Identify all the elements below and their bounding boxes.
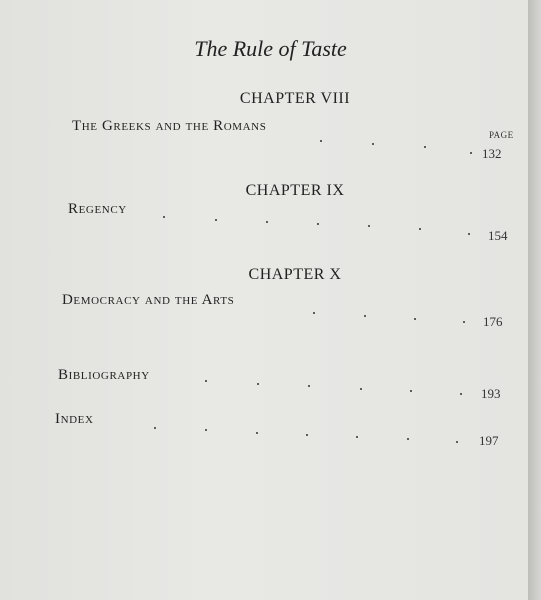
chapter-heading-9: CHAPTER IX [245,182,345,199]
page-column-label: PAGE [489,130,514,140]
toc-entry-page: 154 [488,228,508,243]
toc-entry-title: Regency [68,201,127,217]
toc-entry-title: Index [55,411,94,427]
toc-entry-page: 176 [483,314,503,329]
running-head: The Rule of Taste [194,36,347,61]
toc-entry-title: Democracy and the Arts [62,292,235,308]
chapter-heading-10: CHAPTER X [248,266,342,283]
toc-entry-page: 132 [482,146,502,161]
toc-entry-page: 197 [479,433,499,448]
toc-entry-title: Bibliography [58,367,150,383]
toc-entry-title: The Greeks and the Romans [72,118,267,134]
page-edge-shadow [528,0,541,600]
toc-entry-page: 193 [481,386,501,401]
chapter-heading-8: CHAPTER VIII [239,90,351,107]
